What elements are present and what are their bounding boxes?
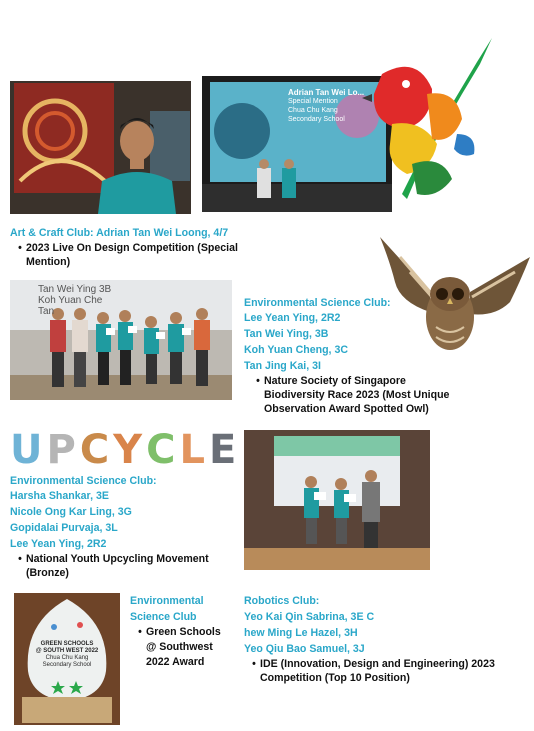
- photo-art-craft-student: [10, 81, 191, 214]
- upcycling-name-2: Nicole Ong Kar Ling, 3G: [10, 506, 132, 518]
- green-schools-bullet-text: Green Schools @ Southwest 2022 Award: [146, 626, 221, 668]
- stage-screen-line-4: Secondary School: [288, 116, 345, 123]
- robotics-bullet-text: IDE (Innovation, Design and Engineering) 2023 Competition (Top 10 Position): [260, 658, 495, 684]
- biodiversity-name-4: Tan Jing Kai, 3I: [244, 360, 321, 372]
- photo-green-schools-trophy: [14, 593, 120, 725]
- upcycling-name-1: Harsha Shankar, 3E: [10, 490, 109, 502]
- bullet-dot: •: [256, 375, 260, 387]
- trophy-text: [32, 641, 102, 669]
- upcycle-letter-c2: C: [146, 427, 176, 473]
- upcycling-names: [10, 488, 235, 552]
- group-screen-line-1: Tan Wei Ying 3B: [38, 284, 112, 295]
- art-craft-bullet: [14, 241, 264, 269]
- biodiversity-name-1: Lee Yean Ying, 2R2: [244, 312, 341, 324]
- green-schools-bullet: [134, 625, 230, 670]
- biodiversity-name-3: Koh Yuan Cheng, 3C: [244, 344, 348, 356]
- art-craft-bullet-text: 2023 Live On Design Competition (Special Mention): [26, 242, 238, 268]
- robotics-name-2: hew Ming Le Hazel, 3H: [244, 627, 358, 639]
- upcycle-letter-y: Y: [113, 427, 143, 473]
- upcycle-letter-l: L: [179, 427, 205, 473]
- upcycling-name-4: Lee Yean Ying, 2R2: [10, 538, 107, 550]
- upcycle-letter-u: U: [10, 427, 43, 473]
- bullet-dot: •: [252, 658, 256, 670]
- art-craft-heading: Art & Craft Club: Adrian Tan Wei Loong, 4/7: [10, 227, 229, 239]
- upcycling-heading: Environmental Science Club:: [10, 475, 157, 487]
- biodiversity-bullet: [252, 374, 452, 416]
- green-schools-heading: Environmental Science Club: [130, 595, 204, 623]
- trophy-line-3: Chua Chu Kang: [45, 655, 89, 661]
- upcycling-bullet: [14, 552, 214, 580]
- upcycle-letter-c: C: [79, 427, 110, 473]
- photo-robotics-award: [244, 430, 430, 570]
- abstract-bird-art: [362, 34, 502, 206]
- biodiversity-names: [244, 310, 484, 374]
- stage-screen-line-2: Special Mention: [288, 98, 338, 105]
- biodiversity-section: [244, 296, 484, 416]
- trophy-line-1: GREEN SCHOOLS: [40, 641, 94, 647]
- green-schools-section: [130, 593, 230, 670]
- robotics-section: [244, 593, 524, 685]
- group-screen-text: [38, 284, 111, 317]
- robotics-names: [244, 609, 524, 657]
- robotics-name-3: Yeo Qiu Bao Samuel, 3J: [244, 643, 365, 655]
- stage-screen-line-3: Chua Chu Kang: [288, 107, 338, 114]
- photo-group-certificates: [10, 280, 232, 400]
- robotics-heading: Robotics Club:: [244, 595, 320, 607]
- stage-screen-text: [288, 88, 364, 124]
- stage-screen-line-1: Adrian Tan Wei Lo...: [288, 88, 365, 97]
- robotics-name-1: Yeo Kai Qin Sabrina, 3E C: [244, 611, 375, 623]
- upcycle-letter-p: P: [46, 427, 76, 473]
- group-screen-line-3: Tan: [38, 306, 55, 317]
- biodiversity-bullet-text: Nature Society of Singapore Biodiversity Race 2023 (Most Unique Observation Award Spotted Owl): [264, 375, 450, 415]
- trophy-line-4: Secondary School: [42, 662, 92, 668]
- upcycling-name-3: Gopidalai Purvaja, 3L: [10, 522, 118, 534]
- trophy-line-2: @ SOUTH WEST 2022: [35, 648, 99, 654]
- upcycling-section: [10, 474, 235, 580]
- biodiversity-name-2: Tan Wei Ying, 3B: [244, 328, 329, 340]
- upcycle-letter-e: E: [209, 427, 237, 473]
- bullet-dot: •: [18, 553, 22, 565]
- upcycling-bullet-text: National Youth Upcycling Movement (Bronze): [26, 553, 209, 579]
- upcycle-logo: [10, 426, 237, 473]
- bullet-dot: •: [18, 242, 22, 254]
- robotics-bullet: [248, 657, 520, 685]
- bullet-dot: •: [138, 626, 142, 638]
- group-screen-line-2: Koh Yuan Che: [38, 295, 103, 306]
- biodiversity-heading: Environmental Science Club:: [244, 297, 391, 309]
